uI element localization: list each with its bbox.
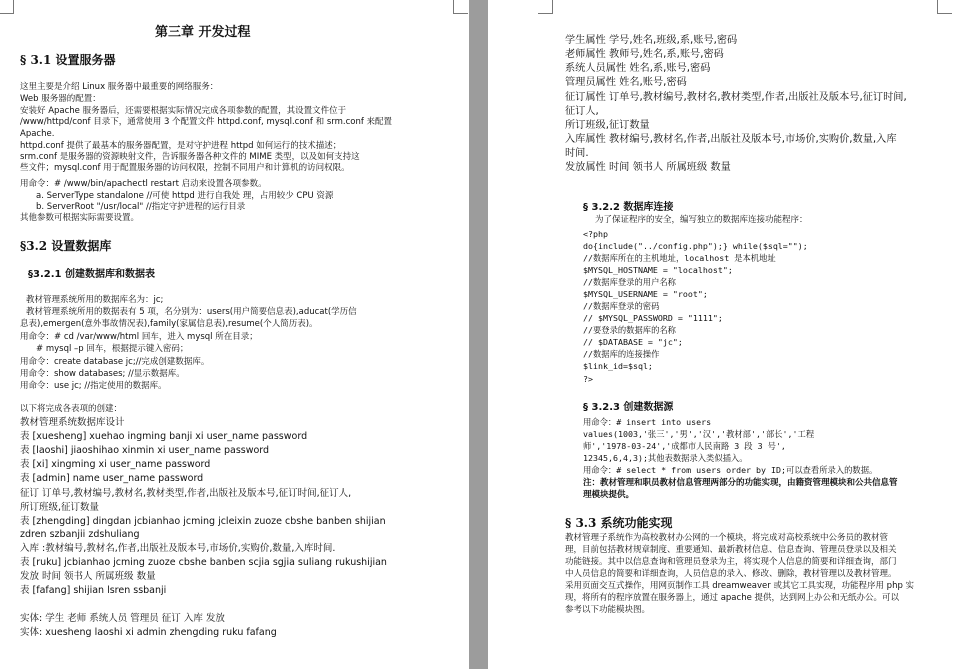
paragraph-line: 安装好 Apache 服务器后，还需要根据实际情况完成各项参数的配置，其设置文件位于 <box>20 106 347 116</box>
chapter-title: 第三章 开发过程 <box>155 25 251 40</box>
table-design-line: 表 [xuesheng] xuehao ingming banji xi user_name password <box>20 431 308 442</box>
margin-corner-mark <box>453 0 468 14</box>
attribute-line: 征订人, <box>565 106 599 117</box>
entity-line: 实体: 学生 老师 系统人员 管理员 征订 入库 发放 <box>20 613 225 624</box>
paragraph-line: 采用页面交互式操作，用网页制作工具 dreamweaver 或其它工具实现，功能程序用 php 实 <box>565 581 915 591</box>
paragraph-line: 教材管理子系统作为高校教材办公网的一个模块，将完成对高校系统中公务员的教材管 <box>565 533 889 543</box>
attribute-line: 所订班级,征订数量 <box>565 120 650 131</box>
table-design-line: 发放 时间 领书人 所属班级 数量 <box>20 571 156 582</box>
code-line: //要登录的数据库的名称 <box>583 325 676 335</box>
command-line: # mysql –p 回车，根据提示键入密码； <box>36 344 189 354</box>
paragraph-line: 功能链接。其中以信息查询和管理员登录为主，将实现个人信息的简要和详细查询，部门 <box>565 557 897 567</box>
command-line: 用命令：create database jc;//完成创建数据库。 <box>20 357 210 367</box>
attribute-line: 入库属性 教材编号,教材名,作者,出版社及版本号,市场价,实购价,数量,入库 <box>565 134 897 145</box>
command-line: 用命令：# /www/bin/apachectl restart 启动来设置各项参数。 <box>20 179 267 189</box>
note-line: 理模块提供。 <box>583 490 635 500</box>
command-line: 用命令：use jc; //指定使用的数据库。 <box>20 381 167 391</box>
code-line: do{include("../config.php");} while($sql=""); <box>583 241 808 251</box>
section-heading: § 3.1 设置服务器 <box>20 53 116 67</box>
section-heading: § 3.3 系统功能实现 <box>565 516 673 530</box>
attribute-line: 发放属性 时间 领书人 所属班级 数量 <box>565 162 731 173</box>
code-line: $MYSQL_USERNAME = "root"; <box>583 289 708 299</box>
paragraph-line: 其他参数可根据实际需要设置。 <box>20 213 140 223</box>
paragraph-line: 教材管理系统所用的数据库名为：jc; <box>26 295 164 305</box>
paragraph-line: httpd.conf 提供了最基本的服务器配置，是对守护进程 httpd 如何运行的技术描述； <box>20 141 342 151</box>
code-line: 12345,6,4,3);其他表数据录入类似插入。 <box>583 453 748 463</box>
table-design-line: zdren szbanjii zdshuliang <box>20 529 140 540</box>
paragraph-line: 以下将完成各表项的创建： <box>20 404 123 414</box>
attribute-line: 征订属性 订单号,教材编号,教材名,教材类型,作者,出版社及版本号,征订时间, <box>565 92 907 103</box>
code-line: 用命令：# insert into users <box>583 417 712 427</box>
code-line: $MYSQL_HOSTNAME = "localhost"; <box>583 265 733 275</box>
table-design-line: 表 [xi] xingming xi user_name password <box>20 459 211 470</box>
margin-corner-mark <box>538 0 553 14</box>
table-design-line: 教材管理系统数据库设计 <box>20 417 125 428</box>
table-design-line: 表 [zhengding] dingdan jcbianhao jcming jcleixin zuoze cbshe banben shijian <box>20 516 386 527</box>
page-gutter <box>469 0 488 669</box>
attribute-line: 系统人员属性 姓名,系,账号,密码 <box>565 63 711 74</box>
entity-line: 实体: xuesheng laoshi xi admin zhengding ruku fafang <box>20 627 277 638</box>
code-line: //数据库所在的主机地址，localhost 是本机地址 <box>583 253 776 263</box>
paragraph-line: 教材管理系统所用的数据表有 5 项，名分别为：users(用户简要信息表),aducat(学历信 <box>26 307 357 317</box>
code-line: 师','1978-03-24','成都市人民南路 3 段 3 号', <box>583 441 786 451</box>
paragraph-line: 参考以下功能模块图。 <box>565 605 651 615</box>
code-line: //数据库登录的密码 <box>583 301 660 311</box>
subsection-heading: § 3.2.2 数据库连接 <box>583 202 674 213</box>
code-line: // $DATABASE = "jc"; <box>583 337 683 347</box>
attribute-line: 管理员属性 姓名,账号,密码 <box>565 77 687 88</box>
paragraph-line: 中人员信息的简要和详细查询，人员信息的录入、修改、删除，教材管理以及教材管理。 <box>565 569 897 579</box>
attribute-line: 老师属性 教师号,姓名,系,账号,密码 <box>565 49 724 60</box>
margin-corner-mark <box>937 0 952 14</box>
table-design-line: 表 [fafang] shijian lsren ssbanji <box>20 585 167 596</box>
command-line: a. ServerType standalone //可使 httpd 进行自我处 理，占用较少 CPU 资源 <box>36 191 334 201</box>
code-line: values(1003,'张三','男','汉','教材部','部长','工程 <box>583 429 815 439</box>
document-page-right <box>488 0 960 669</box>
subsection-heading: § 3.2.3 创建数据源 <box>583 402 674 413</box>
attribute-line: 时间. <box>565 148 589 159</box>
command-line: 用命令：show databases; //显示数据库。 <box>20 369 185 379</box>
code-line: // $MYSQL_PASSWORD = "1111"; <box>583 313 723 323</box>
paragraph-line: 些文件；mysql.conf 用于配置服务器的访问权限，控制不同用户和计算机的访问权限。 <box>20 163 350 173</box>
table-design-line: 表 [ruku] jcbianhao jcming zuoze cbshe banben scjia sgjia suliang rukushijian <box>20 557 387 568</box>
paragraph-line: 这里主要是介绍 Linux 服务器中最重要的网络服务： <box>20 82 219 92</box>
paragraph-line: 息表),emergen(意外事故情况表),family(家属信息表),resume(个人简历表)。 <box>20 319 318 329</box>
paragraph-line: 为了保证程序的安全，编写独立的数据库连接功能程序： <box>595 215 808 225</box>
command-line: 用命令：# cd /var/www/html 回车，进入 mysql 所在目录； <box>20 332 258 342</box>
code-line: ?> <box>583 374 593 384</box>
code-line: //数据库登录的用户名称 <box>583 277 676 287</box>
attribute-line: 学生属性 学号,姓名,班级,系,账号,密码 <box>565 35 738 46</box>
code-line: $link_id=$sql; <box>583 361 653 371</box>
code-line: //数据库的连接操作 <box>583 349 660 359</box>
paragraph-line: /www/httpd/conf 目录下，通常使用 3 个配置文件 httpd.conf, mysql.conf 和 srm.conf 来配置 <box>20 117 393 127</box>
note-line: 注：教材管理和职员教材信息管理两部分的功能实现，由籍资管理模块和公共信息管 <box>583 478 898 488</box>
table-design-line: 所订班级,征订数量 <box>20 502 100 513</box>
table-design-line: 表 [admin] name user_name password <box>20 473 204 484</box>
paragraph-line: srm.conf 是服务器的资源映射文件，告诉服务器各种文件的 MIME 类型，以及如何支持这 <box>20 152 360 162</box>
command-line: b. ServerRoot "/usr/local" //指定守护进程的运行目录 <box>36 202 246 212</box>
paragraph-line: Apache. <box>20 129 55 139</box>
code-line: <?php <box>583 229 608 239</box>
section-heading: §3.2 设置数据库 <box>20 239 112 253</box>
margin-corner-mark <box>0 0 14 14</box>
paragraph-line: 理，目前包括教材规章制度、重要通知、最新教材信息、信息查询、管理员登录以及相关 <box>565 545 897 555</box>
table-design-line: 表 [laoshi] jiaoshihao xinmin xi user_name password <box>20 445 270 456</box>
table-design-line: 入库 :教材编号,教材名,作者,出版社及版本号,市场价,实购价,数量,入库时间. <box>20 543 336 554</box>
subsection-heading: §3.2.1 创建数据库和数据表 <box>28 269 155 280</box>
paragraph-line: Web 服务器的配置： <box>20 94 101 104</box>
document-page-left <box>0 0 469 669</box>
table-design-line: 征订 订单号,教材编号,教材名,教材类型,作者,出版社及版本号,征订时间,征订人, <box>20 488 352 499</box>
code-line: 用命令：# select * from users order by ID;可以查看所录入的数据。 <box>583 465 878 475</box>
paragraph-line: 现，将所有的程序放置在服务器上，通过 apache 提供，达到网上办公和无纸办公。可以 <box>565 593 900 603</box>
